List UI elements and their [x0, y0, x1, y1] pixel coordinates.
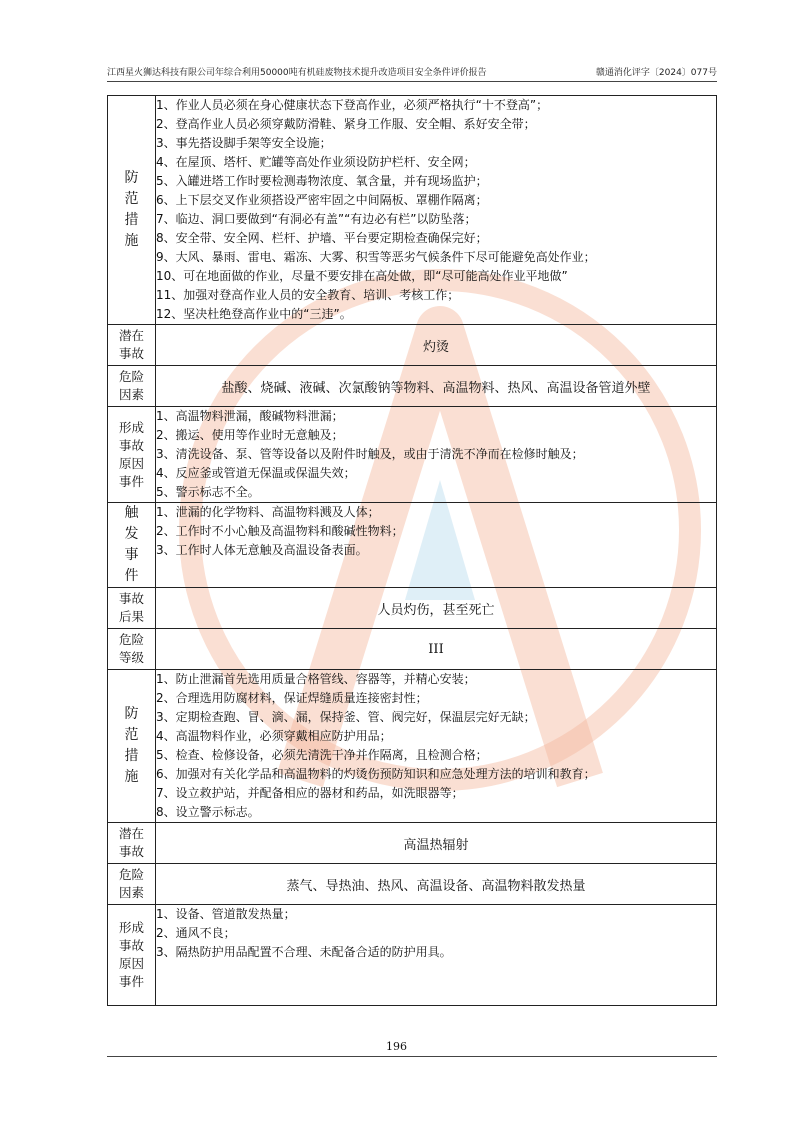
list-item: 5、警示标志不全。 [156, 485, 260, 499]
row-content [156, 96, 717, 325]
list-item: 2、搬运、使用等作业时无意触及； [156, 428, 344, 442]
table-row [108, 588, 717, 629]
table-row [108, 407, 717, 503]
row-value-hazard-factors: 盐酸、烧碱、液碱、次氯酸钠等物料、高温物料、热风、高温设备管道外壁 [156, 366, 717, 407]
row-label: 潜在 事故 [108, 325, 156, 366]
row-value-consequence: 人员灼伤，甚至死亡 [156, 588, 717, 629]
list-item: 7、设立救护站，并配备相应的器材和药品，如洗眼器等； [156, 786, 464, 800]
list-item: 1、设备、管道散发热量； [156, 907, 296, 921]
row-content [156, 407, 717, 503]
list-item: 3、工作时人体无意触及高温设备表面。 [156, 543, 368, 557]
header-divider [107, 81, 717, 82]
header-report-title: 江西星火狮达科技有限公司年综合利用50000吨有机硅废物技术提升改造项目安全条件评价报告 [107, 68, 487, 78]
header-report-number: 赣通消化评字〔2024〕077号 [595, 68, 717, 78]
row-label: 触 发 事 件 [108, 503, 156, 588]
row-label: 形成 事故 原因 事件 [108, 407, 156, 503]
table-row [108, 823, 717, 864]
page-header [107, 66, 717, 80]
row-label: 危险 因素 [108, 864, 156, 905]
list-item: 4、反应釜或管道无保温或保温失效； [156, 466, 356, 480]
row-label: 防 范 措 施 [108, 670, 156, 823]
list-item: 2、合理选用防腐材料，保证焊缝质量连接密封性； [156, 691, 428, 705]
table-row [108, 629, 717, 670]
row-label: 防 范 措 施 [108, 96, 156, 325]
table-row [108, 325, 717, 366]
list-item: 2、工作时不小心触及高温物料和酸碱性物料； [156, 524, 404, 538]
row-value-potential-accident: 灼烫 [156, 325, 717, 366]
list-item: 1、高温物料泄漏，酸碱物料泄漏； [156, 409, 344, 423]
list-item: 1、泄漏的化学物料、高温物料溅及人体； [156, 505, 380, 519]
list-item: 4、在屋顶、塔杆、贮罐等高处作业须设防护栏杆、安全网； [156, 155, 476, 169]
footer-divider [107, 1056, 717, 1057]
list-item: 11、加强对登高作业人员的安全教育、培训、考核工作； [156, 288, 460, 302]
risk-analysis-table [107, 95, 717, 1006]
table-row [108, 864, 717, 905]
list-item: 5、入罐进塔工作时要检测毒物浓度、氧含量，并有现场监护； [156, 174, 488, 188]
list-item: 8、安全带、安全网、栏杆、护墙、平台要定期检查确保完好； [156, 231, 488, 245]
table-row [108, 905, 717, 1006]
list-item: 6、上下层交叉作业须搭设严密牢固之中间隔板、罩棚作隔离； [156, 193, 488, 207]
row-content [156, 503, 717, 588]
row-label: 潜在 事故 [108, 823, 156, 864]
list-item: 1、作业人员必须在身心健康状态下登高作业，必须严格执行“十不登高”； [156, 98, 549, 112]
list-item: 3、事先搭设脚手架等安全设施； [156, 136, 332, 150]
table-row [108, 366, 717, 407]
list-item: 3、清洗设备、泵、管等设备以及附件时触及，或由于清洗不净而在检修时触及； [156, 447, 584, 461]
table-row [108, 670, 717, 823]
page-number: 196 [386, 1040, 407, 1053]
row-content [156, 905, 717, 1006]
row-label: 事故 后果 [108, 588, 156, 629]
list-item: 10、可在地面做的作业，尽量不要安排在高处做，即“尽可能高处作业平地做” [156, 269, 568, 283]
list-item: 3、定期检查跑、冒、滴、漏，保持釜、管、阀完好，保温层完好无缺； [156, 710, 536, 724]
row-label: 危险 等级 [108, 629, 156, 670]
row-content [156, 670, 717, 823]
list-item: 12、坚决杜绝登高作业中的“三违”。 [156, 307, 352, 321]
list-item: 5、检查、检修设备，必须先清洗干净并作隔离，且检测合格； [156, 748, 488, 762]
row-value-potential-accident: 高温热辐射 [156, 823, 717, 864]
row-label: 形成 事故 原因 事件 [108, 905, 156, 1006]
table-row [108, 503, 717, 588]
row-value-risk-level: III [156, 629, 717, 670]
list-item: 4、高温物料作业，必须穿戴相应防护用品； [156, 729, 392, 743]
list-item: 2、通风不良； [156, 926, 236, 940]
row-value-hazard-factors: 蒸气、导热油、热风、高温设备、高温物料散发热量 [156, 864, 717, 905]
list-item: 7、临边、洞口要做到“有洞必有盖”“有边必有栏”以防坠落； [156, 212, 477, 226]
list-item: 6、加强对有关化学品和高温物料的灼烫伤预防知识和应急处理方法的培训和教育； [156, 767, 596, 781]
list-item: 3、隔热防护用品配置不合理、未配备合适的防护用具。 [156, 945, 452, 959]
row-label: 危险 因素 [108, 366, 156, 407]
list-item: 1、防止泄漏首先选用质量合格管线、容器等，并精心安装； [156, 672, 476, 686]
list-item: 9、大风、暴雨、雷电、霜冻、大雾、积雪等恶劣气候条件下尽可能避免高处作业； [156, 250, 596, 264]
list-item: 8、设立警示标志。 [156, 805, 260, 819]
list-item: 2、登高作业人员必须穿戴防滑鞋、紧身工作服、安全帽、系好安全带； [156, 117, 536, 131]
table-row [108, 96, 717, 325]
